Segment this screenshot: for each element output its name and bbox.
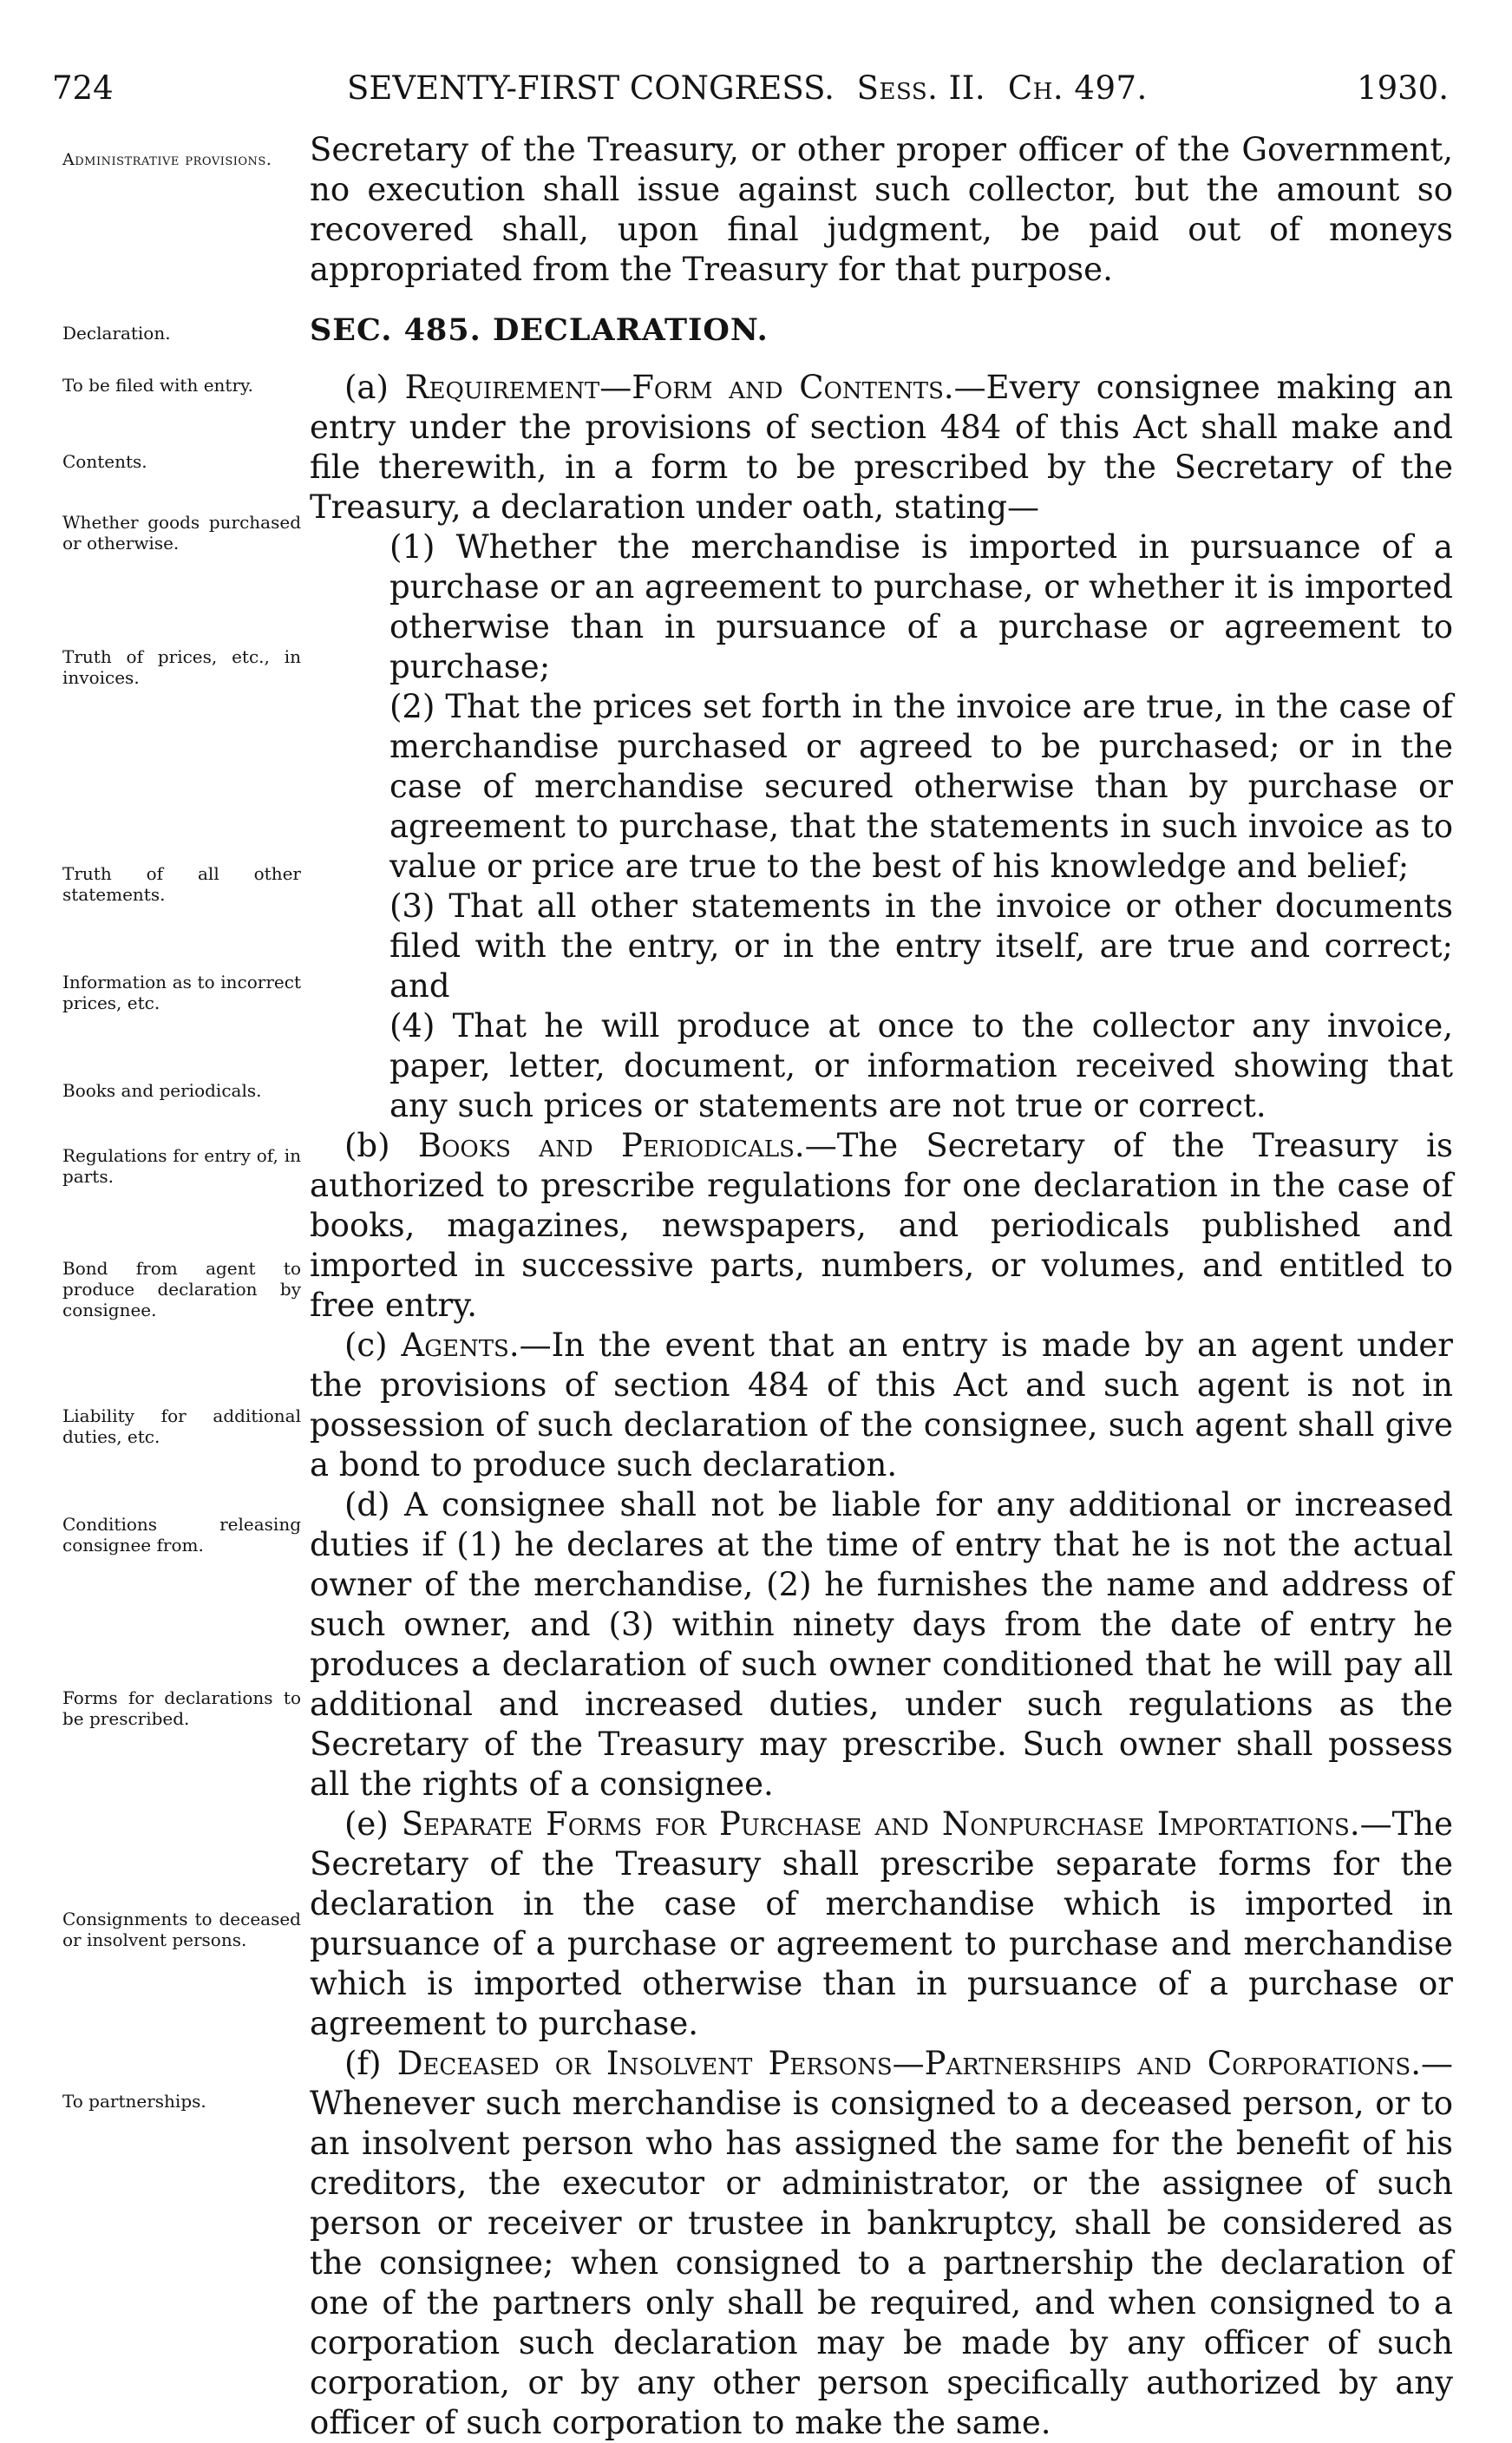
paragraph-e-title: Separate Forms for Purchase and Nonpurchase Importations. <box>401 1805 1360 1843</box>
paragraph-e-text: —The Secretary of the Treasury shall prescribe separate forms for the declaration in the case of merchandise which is imported in pursuance of a purchase or agreement to purchase and merchandise which is imported otherwise than in pursuance of a purchase or agreement to purchase. <box>310 1805 1453 2042</box>
continuation-paragraph: Secretary of the Treasury, or other proper officer of the Government, no execution shall issue against such collector, but the amount so recovered shall, upon final judgment, be paid out of moneys appropriated from the Treasury for that purpose. <box>310 131 1453 288</box>
session-label: Sess. II. <box>856 69 986 107</box>
page-number: 724 <box>52 69 114 107</box>
running-header <box>52 62 1449 115</box>
paragraph-b <box>310 1126 1453 1326</box>
margin-note-goods-purchased: Whether goods purchased or otherwise. <box>62 512 301 553</box>
paragraph-f-title: Deceased or Insolvent Persons—Partnerships and Corporations. <box>396 2045 1421 2082</box>
margin-note-forms: Forms for declarations to be prescribed. <box>62 1687 301 1729</box>
margin-note-conditions: Conditions releasing consignee from. <box>62 1514 301 1556</box>
statute-body <box>310 130 1453 2443</box>
margin-note-bond-agent: Bond from agent to produce declaration by consignee. <box>62 1258 301 1320</box>
paragraph-a-title: Requirement—Form and Contents. <box>404 369 954 406</box>
item-1: (1) Whether the merchandise is imported in pursuance of a purchase or an agreement to purchase, or whether it is imported otherwise than in pursuance of a purchase or agreement to purchase; <box>389 528 1453 685</box>
paragraph-a-text: —Every consignee making an entry under the provisions of section 484 of this Act shall make and file therewith, in a form to be prescribed by the Secretary of the Treasury, a declaration under oath, stating— <box>310 369 1453 526</box>
item-3: (3) That all other statements in the invoice or other documents filed with the entry, or in the entry itself, are true and correct; and <box>389 887 1453 1005</box>
paragraph-f-label: (f) <box>344 2045 397 2082</box>
paragraph-e <box>310 1804 1453 2044</box>
margin-note-truth-prices: Truth of prices, etc., in invoices. <box>62 646 301 688</box>
section-heading: SEC. 485. DECLARATION. <box>310 312 769 348</box>
paragraph-a <box>310 368 1453 527</box>
paragraph-c-title: Agents. <box>401 1326 520 1364</box>
paragraph-d: (d) A consignee shall not be liable for any additional or increased duties if (1) he declares at the time of entry that he is not the actual owner of the merchandise, (2) he furnishes the name and address of such owner, and (3) within ninety days from the date of entry he produces a declaration of such owner conditioned that he will pay all additional and increased duties, under such regulations as the Secretary of the Treasury may prescribe. Such owner shall possess all the rights of a consignee. <box>310 1486 1453 1803</box>
paragraph-f <box>310 2044 1453 2443</box>
chapter-label: Ch. 497. <box>1007 69 1148 107</box>
congress-label: SEVENTY-FIRST CONGRESS. <box>347 69 835 107</box>
paragraph-a-label: (a) <box>344 369 405 406</box>
paragraph-c-text: —In the event that an entry is made by an agent under the provisions of section 484 of this Act and such agent is not in possession of such declaration of the consignee, such agent shall give a bond to produce such declaration. <box>310 1326 1453 1483</box>
margin-note-declaration: Declaration. <box>62 323 171 344</box>
item-2: (2) That the prices set forth in the invoice are true, in the case of merchandise purchased or agreed to be purchased; or in the case of merchandise secured otherwise than by purchase or agreement to purchase, that the statements in such invoice as to value or price are true to the best of his knowledge and belief; <box>389 688 1453 885</box>
margin-note-regulations-parts: Regulations for entry of, in parts. <box>62 1145 301 1187</box>
margin-note-incorrect-prices: Information as to incorrect prices, etc. <box>62 972 301 1013</box>
paragraph-e-label: (e) <box>344 1805 402 1843</box>
paragraph-f-text: —Whenever such merchandise is consigned to a deceased person, or to an insolvent person who has assigned the same for the benefit of his creditors, the executor or administrator, or the assignee of such person or receiver or trustee in bankruptcy, shall be considered as the consignee; when consigned to a partnership the declaration of one of the partners only shall be required, and when consigned to a corporation such declaration may be made by any officer of such corporation, or by any other person specifically authorized by any officer of such corporation to make the same. <box>310 2045 1453 2441</box>
paragraph-b-title: Books and Periodicals. <box>417 1127 805 1164</box>
paragraph-b-label: (b) <box>344 1127 418 1164</box>
margin-note-books-periodicals: Books and periodicals. <box>62 1080 262 1101</box>
margin-note-truth-statements: Truth of all other statements. <box>62 863 301 905</box>
paragraph-c-label: (c) <box>344 1326 402 1364</box>
paragraph-c <box>310 1326 1453 1485</box>
header-title <box>347 62 1148 115</box>
item-4: (4) That he will produce at once to the collector any invoice, paper, letter, document, or information received showing that any such prices or statements are not true or correct. <box>389 1007 1453 1124</box>
margin-note-partnerships: To partnerships. <box>62 2091 206 2112</box>
margin-note-filed-with-entry: To be filed with entry. <box>62 375 254 396</box>
year-label: 1930. <box>1357 69 1449 107</box>
margin-note-contents: Contents. <box>62 451 147 472</box>
margin-note-deceased: Consignments to deceased or insolvent persons. <box>62 1909 301 1950</box>
margin-note-admin: Administrative provisions. <box>62 150 272 169</box>
paragraph-b-text: —The Secretary of the Treasury is authorized to prescribe regulations for one declaration in the case of books, magazines, newspapers, and periodicals published and imported in successive parts, numbers, or volumes, and entitled to free entry. <box>310 1127 1453 1324</box>
margin-note-liability: Liability for additional duties, etc. <box>62 1405 301 1447</box>
